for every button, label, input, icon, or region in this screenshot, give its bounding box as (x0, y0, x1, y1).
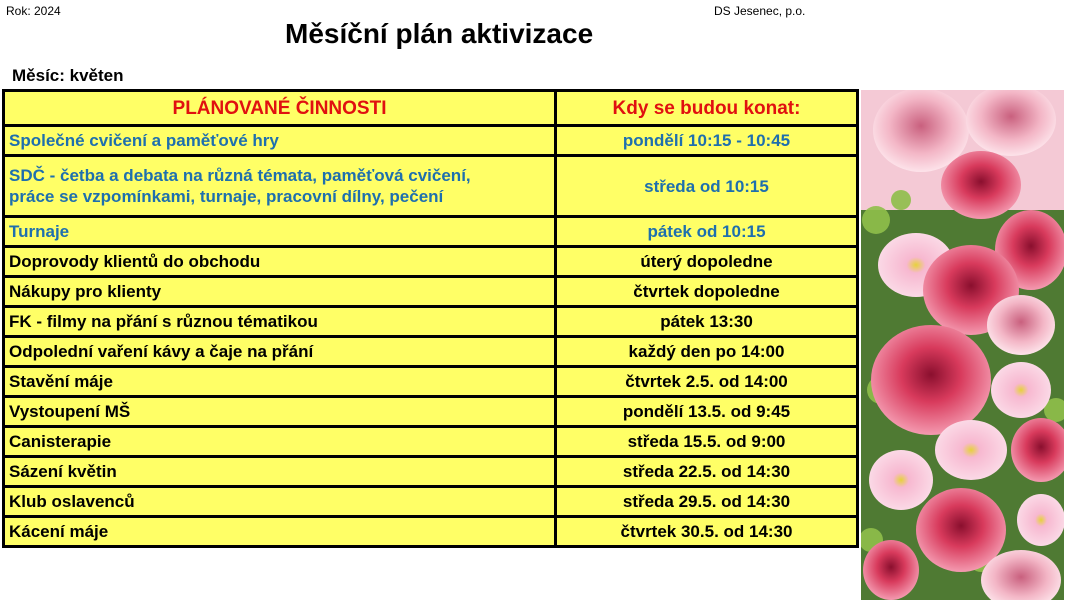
activity-cell: Vystoupení MŠ (4, 397, 556, 427)
table-row (4, 457, 858, 487)
table-row (4, 367, 858, 397)
when-cell: pondělí 10:15 - 10:45 (556, 126, 858, 156)
activity-cell: Klub oslavenců (4, 487, 556, 517)
when-cell: středa 22.5. od 14:30 (556, 457, 858, 487)
activity-cell: FK - filmy na přání s různou tématikou (4, 307, 556, 337)
when-cell: čtvrtek 30.5. od 14:30 (556, 517, 858, 547)
year-label: Rok: 2024 (6, 4, 61, 18)
activity-cell: Canisterapie (4, 427, 556, 457)
table-row (4, 487, 858, 517)
when-cell: úterý dopoledne (556, 247, 858, 277)
activity-cell: Turnaje (4, 217, 556, 247)
activity-cell: Stavění máje (4, 367, 556, 397)
activity-cell: Nákupy pro klienty (4, 277, 556, 307)
table-row (4, 156, 858, 217)
column-header-activities: PLÁNOVANÉ ČINNOSTI (4, 91, 556, 126)
month-label: Měsíc: květen (12, 66, 124, 85)
activity-cell: Společné cvičení a paměťové hry (4, 126, 556, 156)
organization-label: DS Jesenec, p.o. (714, 4, 806, 18)
flower-bouquet-image (861, 90, 1064, 600)
activity-plan-table (2, 89, 859, 548)
table-row (4, 337, 858, 367)
activity-cell: Doprovody klientů do obchodu (4, 247, 556, 277)
activity-cell-line: práce se vzpomínkami, turnaje, pracovní dílny, pečení (9, 187, 444, 206)
when-cell: čtvrtek dopoledne (556, 277, 858, 307)
table-row (4, 517, 858, 547)
table-row (4, 307, 858, 337)
when-cell: pátek od 10:15 (556, 217, 858, 247)
when-cell: pondělí 13.5. od 9:45 (556, 397, 858, 427)
table-row (4, 247, 858, 277)
when-cell: středa od 10:15 (556, 156, 858, 217)
table-row (4, 277, 858, 307)
table-header-row (4, 91, 858, 126)
activity-cell: Kácení máje (4, 517, 556, 547)
activity-cell: Sázení květin (4, 457, 556, 487)
activity-cell (4, 156, 556, 217)
when-cell: středa 15.5. od 9:00 (556, 427, 858, 457)
activity-cell: Odpolední vaření kávy a čaje na přání (4, 337, 556, 367)
page-title: Měsíční plán aktivizace (285, 18, 594, 49)
table-row (4, 126, 858, 156)
when-cell: každý den po 14:00 (556, 337, 858, 367)
when-cell: čtvrtek 2.5. od 14:00 (556, 367, 858, 397)
table-row (4, 427, 858, 457)
when-cell: středa 29.5. od 14:30 (556, 487, 858, 517)
table-row (4, 217, 858, 247)
table-row (4, 397, 858, 427)
roses-illustration (861, 90, 1064, 600)
column-header-when: Kdy se budou konat: (556, 91, 858, 126)
activity-cell-line: SDČ - četba a debata na různá témata, paměťová cvičení, (9, 166, 471, 185)
when-cell: pátek 13:30 (556, 307, 858, 337)
